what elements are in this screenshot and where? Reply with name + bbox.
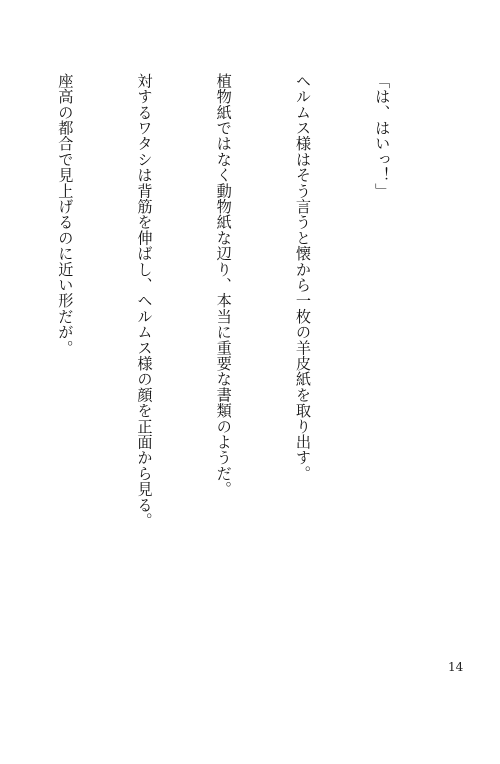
vertical-text-body [0, 73, 448, 625]
text-line: 座高の都合で見上げるのに近い形だが。 [56, 73, 75, 356]
text-line: 「は、はいっ！」 [373, 73, 392, 199]
text-line: ヘルムス様はそう言うと懐から一枚の羊皮紙を取り出す。 [293, 73, 312, 482]
page-number: 14 [448, 660, 464, 674]
text-line: 植物紙ではなく動物紙な辺り、本当に重要な書類のようだ。 [214, 73, 233, 497]
text-line: 対するワタシは背筋を伸ばし、ヘルムス様の顔を正面から見る。 [135, 73, 154, 529]
